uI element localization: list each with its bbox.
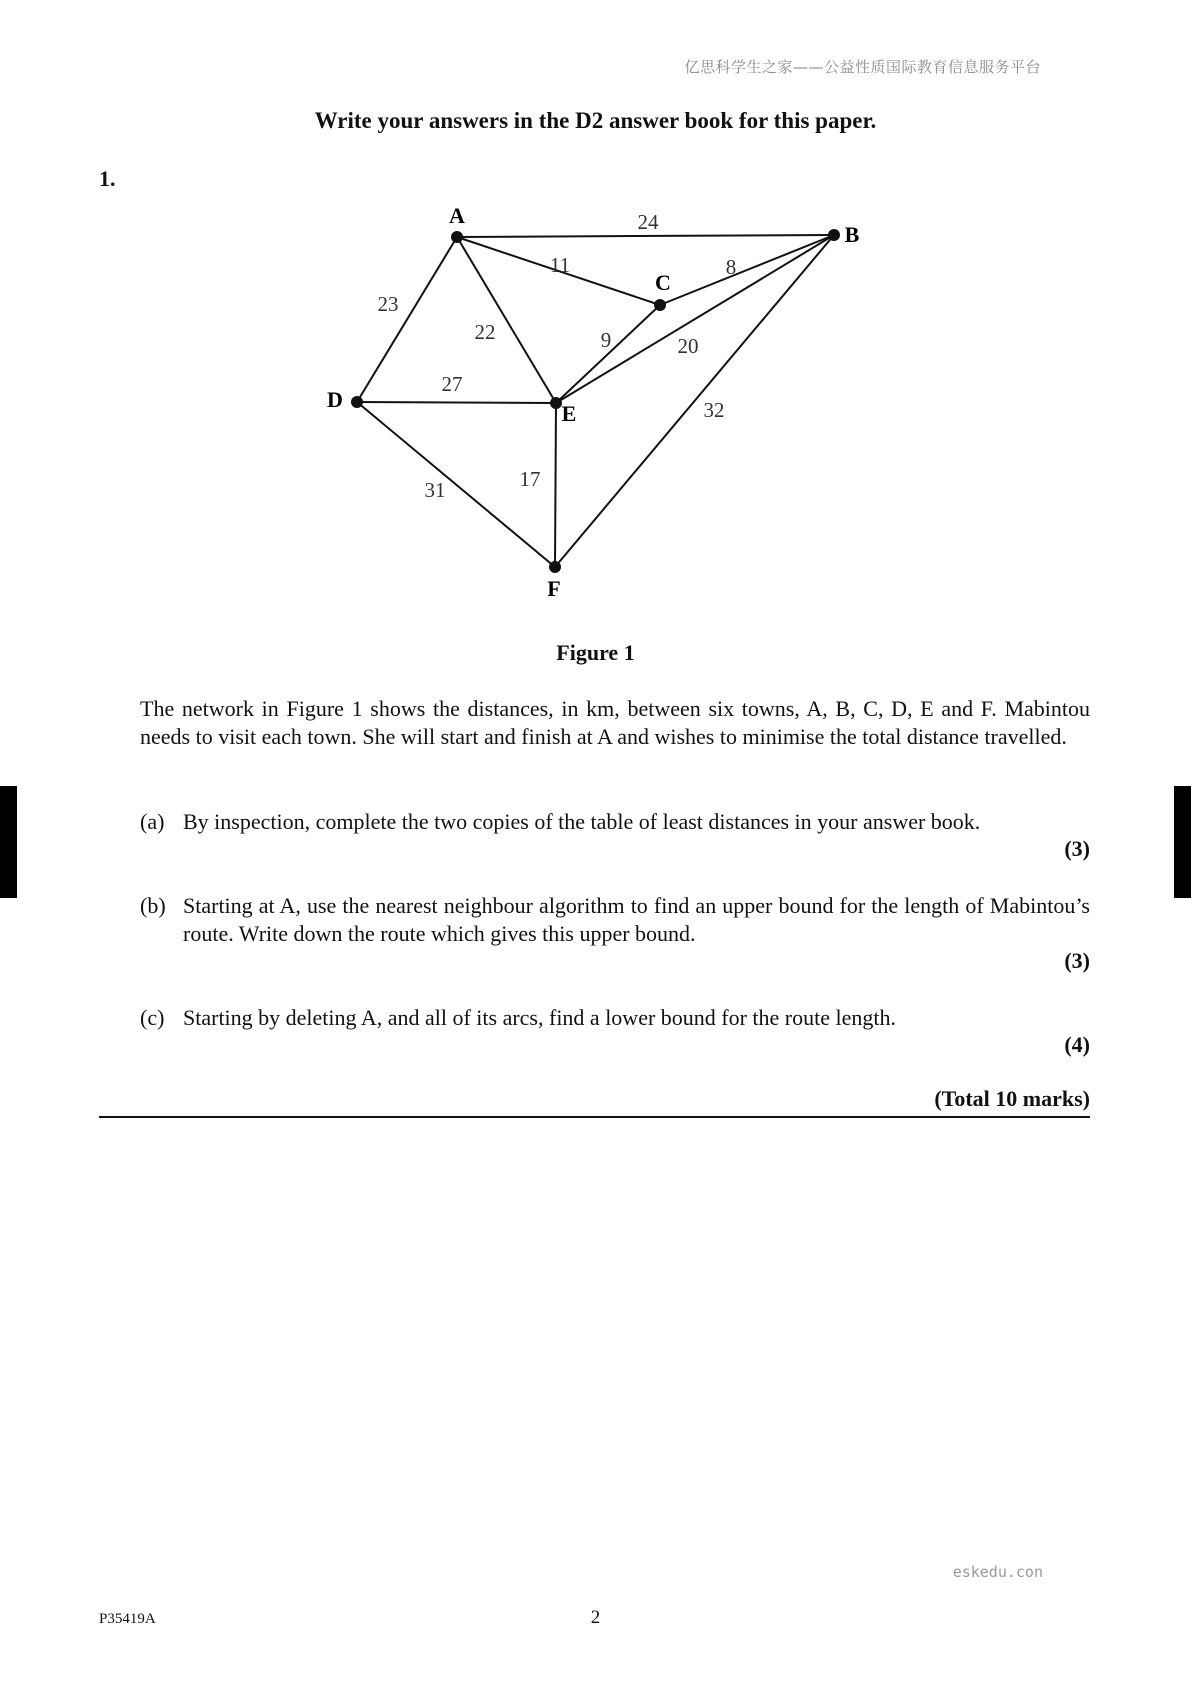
- edge-weight-A-B: 24: [637, 210, 659, 234]
- edge-weight-D-E: 27: [441, 372, 463, 396]
- edge-weight-F-B: 32: [703, 398, 725, 422]
- node-label-D: D: [327, 387, 343, 412]
- part-a: [140, 808, 1090, 836]
- edge-weight-C-B: 8: [725, 255, 737, 279]
- part-a-text: By inspection, complete the two copies of the table of least distances in your answer book.: [183, 809, 981, 834]
- node-F: [549, 561, 561, 573]
- node-label-A: A: [449, 203, 465, 228]
- edge-A-B: [457, 235, 834, 237]
- total-marks: (Total 10 marks): [934, 1086, 1090, 1111]
- edge-E-F: [555, 403, 556, 567]
- edge-D-E: [357, 402, 556, 403]
- edge-weight-A-C: 11: [549, 253, 571, 277]
- paper-code: P35419A: [99, 1611, 156, 1627]
- edge-C-B: [660, 235, 834, 305]
- edge-weight-A-D: 23: [377, 292, 399, 316]
- figure-caption: Figure 1: [556, 640, 635, 665]
- right-margin-bar: [1174, 786, 1191, 898]
- part-b-marks: (3): [1064, 948, 1090, 973]
- question-end-rule: [99, 1116, 1090, 1118]
- node-B: [828, 229, 840, 241]
- watermark-footer: eskedu.con: [952, 1563, 1043, 1581]
- watermark-header: 亿思科学生之家——公益性质国际教育信息服务平台: [684, 58, 1041, 76]
- question-number: 1.: [99, 166, 116, 191]
- page-number: 2: [590, 1607, 601, 1628]
- edge-E-C: [556, 305, 660, 403]
- node-label-C: C: [655, 270, 671, 295]
- part-a-letter: (a): [140, 809, 165, 834]
- node-E: [550, 397, 562, 409]
- part-c-marks: (4): [1064, 1032, 1090, 1057]
- part-c-letter: (c): [140, 1005, 165, 1030]
- edge-E-B: [556, 235, 834, 403]
- part-b: [140, 892, 1090, 948]
- edges-layer: [357, 235, 834, 567]
- part-c-text: Starting by deleting A, and all of its arcs, find a lower bound for the route length.: [183, 1005, 897, 1030]
- weights-layer: [378, 210, 737, 502]
- part-c: [140, 1004, 1090, 1032]
- part-a-marks: (3): [1064, 836, 1090, 861]
- edge-weight-A-E: 22: [474, 320, 496, 344]
- question-intro: The network in Figure 1 shows the distances, in km, between six towns, A, B, C, D, E and F. Mabintou needs to visit each town. She will start and finish at A and wishes to minimise the total distance travelled.: [140, 696, 1090, 749]
- node-label-E: E: [561, 401, 577, 426]
- part-b-letter: (b): [140, 893, 166, 918]
- edge-weight-D-F: 31: [424, 478, 446, 502]
- edge-weight-E-C: 9: [600, 328, 612, 352]
- edge-A-E: [457, 237, 556, 403]
- instruction-heading: Write your answers in the D2 answer book for this paper.: [314, 108, 877, 133]
- node-C: [654, 299, 666, 311]
- left-margin-bar: [0, 786, 17, 898]
- network-figure: [300, 195, 900, 615]
- node-A: [451, 231, 463, 243]
- edge-weight-E-F: 17: [519, 467, 541, 491]
- node-D: [351, 396, 363, 408]
- node-label-B: B: [844, 222, 860, 247]
- node-label-F: F: [547, 576, 561, 601]
- part-b-text: Starting at A, use the nearest neighbour algorithm to find an upper bound for the length of Mabintou’s route. Write down the route which gives this upper bound.: [183, 893, 1090, 946]
- edge-weight-E-B: 20: [677, 334, 699, 358]
